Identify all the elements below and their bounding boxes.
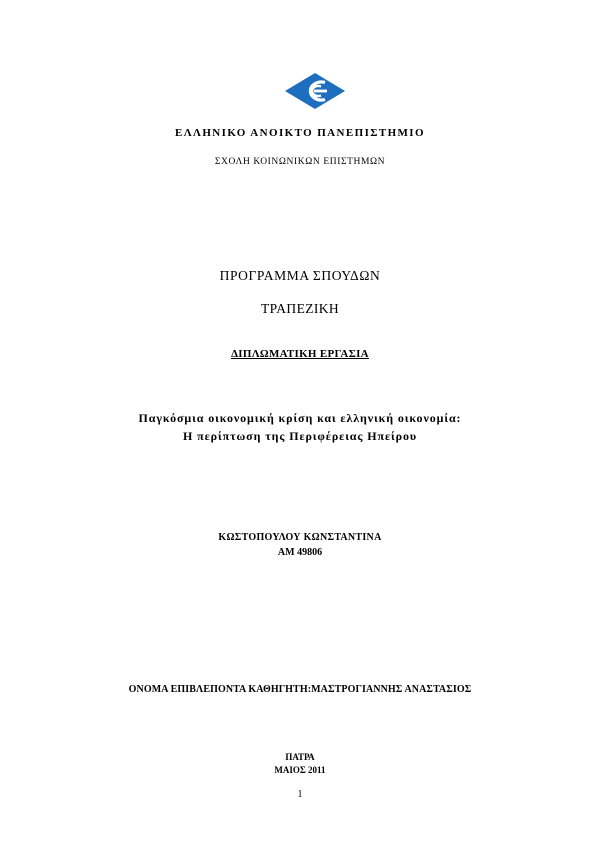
thesis-type: ΔΙΠΛΩΜΑΤΙΚΗ ΕΡΓΑΣΙΑ <box>231 348 369 360</box>
author-registration: ΑΜ 49806 <box>277 547 323 558</box>
author-name: ΚΩΣΤΟΠΟΥΛΟΥ ΚΩΝΣΤΑΝΤΙΝΑ <box>218 532 382 543</box>
program-label: ΠΡΟΓΡΑΜΜΑ ΣΠΟΥΔΩΝ <box>219 268 381 283</box>
university-name: ΕΛΛΗΝΙΚΟ ΑΝΟΙΚΤΟ ΠΑΝΕΠΙΣΤΗΜΙΟ <box>175 127 425 139</box>
city: ΠΑΤΡΑ <box>285 752 315 762</box>
program-field: ΤΡΑΠΕΖΙΚΗ <box>260 301 340 316</box>
school-name: ΣΧΟΛΗ ΚΟΙΝΩΝΙΚΩΝ ΕΠΙΣΤΗΜΩΝ <box>214 157 386 167</box>
thesis-title-line1: Παγκόσμια οικονομική κρίση και ελληνική οικονομία: <box>138 411 462 425</box>
university-logo-icon <box>284 72 346 110</box>
page-number: 1 <box>297 789 303 800</box>
supervisor-line: ΟΝΟΜΑ ΕΠΙΒΛΕΠΟΝΤΑ ΚΑΘΗΓΗΤΗ:ΜΑΣΤΡΟΓΙΑΝΝΗΣ ΑΝΑΣΤΑΣΙΟΣ <box>128 684 472 695</box>
thesis-title-line2: Η περίπτωση της Περιφέρειας Ηπείρου <box>183 429 417 443</box>
date: ΜΑΙΟΣ 2011 <box>274 765 326 775</box>
